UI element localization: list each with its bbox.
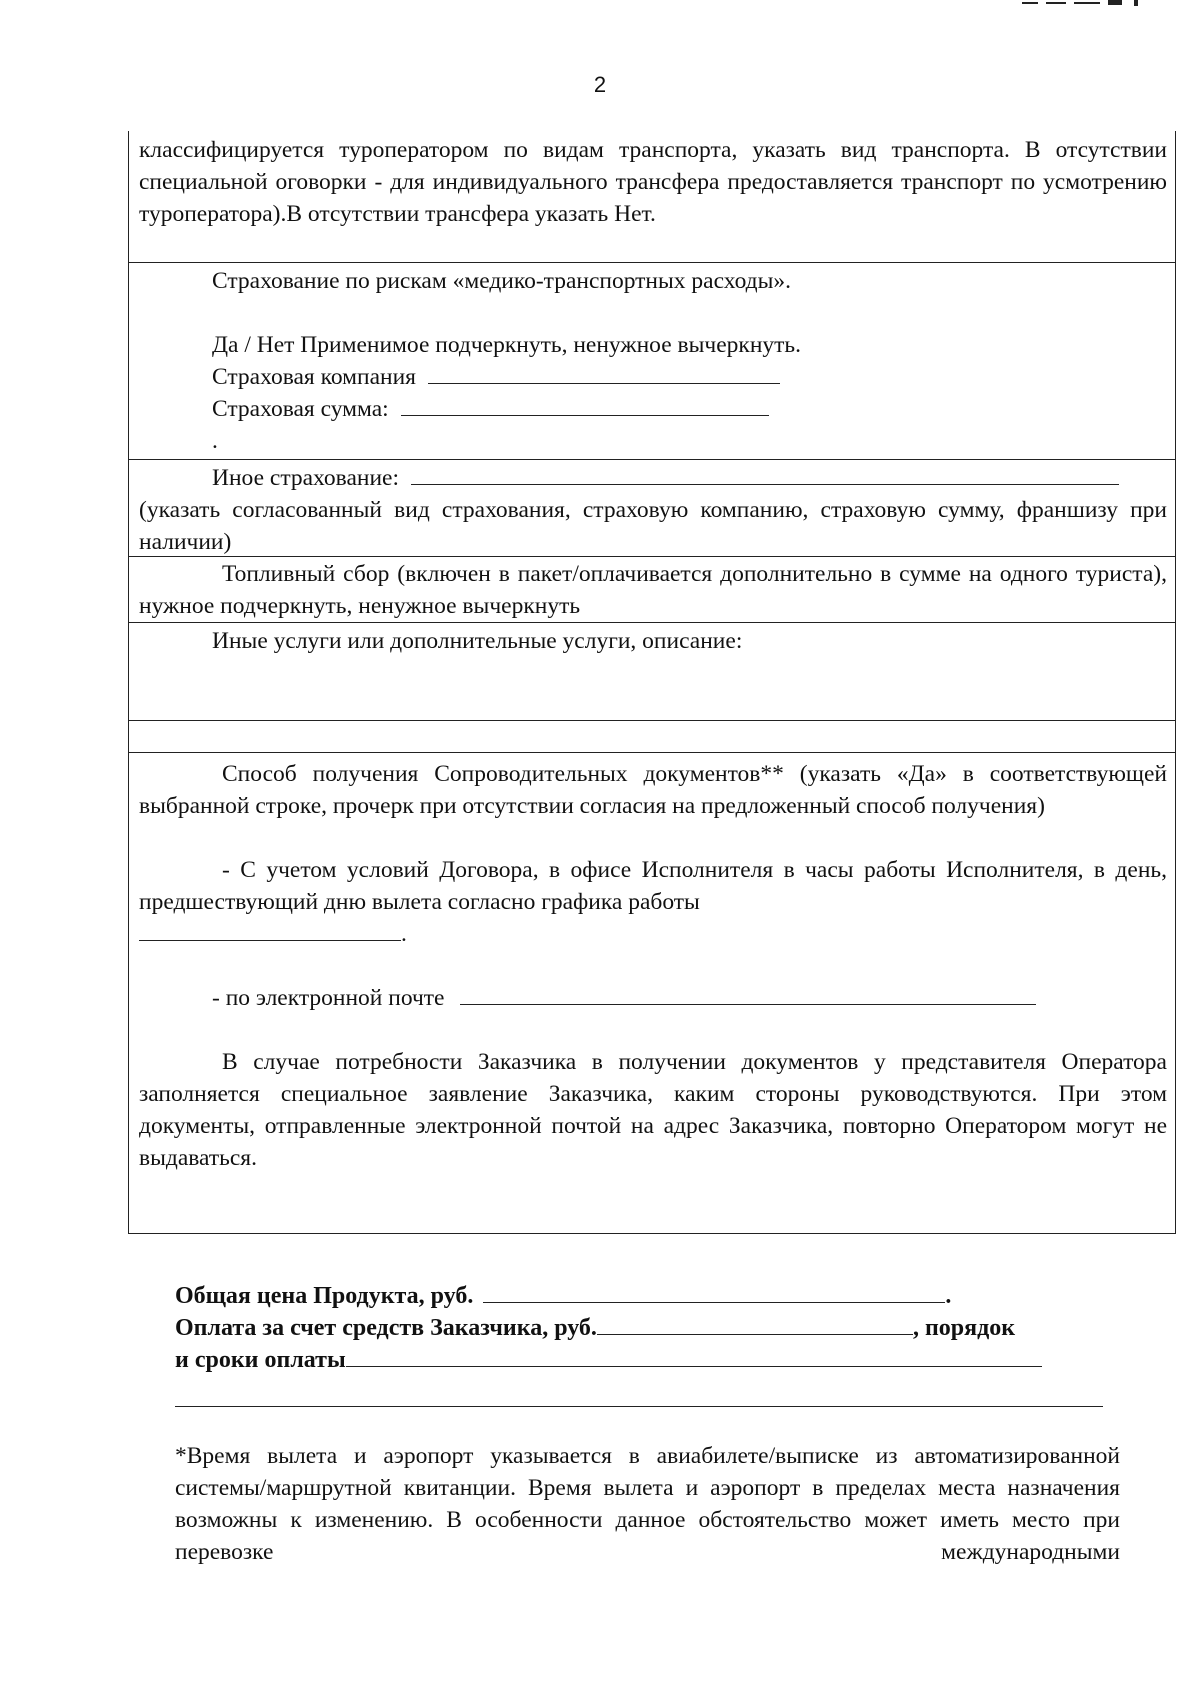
- service-details-table: [128, 131, 1176, 1234]
- insurance-company-label: Страховая компания: [212, 364, 416, 390]
- total-price-label: Общая цена Продукта, руб.: [175, 1283, 474, 1309]
- insurance-sum-label: Страховая сумма:: [212, 396, 389, 422]
- documents-representative-note: В случае потребности Заказчика в получении документов у представителя Оператора заполняется специальное заявление Заказчика, каким стороны руководствуются. При этом документы, отправленные электронной почтой на адрес Заказчика, повторно Оператором могут не выдаваться.: [139, 1049, 1167, 1171]
- other-insurance-note: (указать согласованный вид страхования, страховую компанию, страховую сумму, франшизу при наличии): [139, 497, 1167, 555]
- payment-label: Оплата за счет средств Заказчика, руб.: [175, 1315, 597, 1341]
- insurance-sum-field[interactable]: [401, 393, 769, 416]
- fuel-cell: [129, 556, 1175, 622]
- payment-field[interactable]: [597, 1312, 913, 1335]
- documents-office-suffix: .: [401, 921, 407, 947]
- other-insurance-label: Иное страхование:: [212, 465, 399, 491]
- total-price-field[interactable]: [483, 1280, 945, 1303]
- other-services-label: Иные услуги или дополнительные услуги, описание:: [212, 628, 743, 654]
- payment-summary: [175, 1280, 1120, 1407]
- documents-office-field[interactable]: [139, 918, 401, 941]
- insurance-choice: Да / Нет Применимое подчеркнуть, ненужное вычеркнуть.: [212, 332, 802, 358]
- other-services-cell: [129, 622, 1175, 720]
- insurance-cell: [129, 262, 1175, 459]
- other-insurance-field[interactable]: [411, 462, 1119, 485]
- documents-intro: Способ получения Сопроводительных документов** (указать «Да» в соответствующей выбранной строке, прочерк при отсутствии согласия на предложенный способ получения): [139, 761, 1167, 819]
- documents-email-field[interactable]: [460, 982, 1036, 1005]
- payment-terms-field[interactable]: [346, 1344, 1042, 1367]
- transfer-cell: [129, 131, 1175, 262]
- payment-terms-continuation-line: [175, 1376, 1103, 1407]
- other-insurance-cell: [129, 459, 1175, 556]
- transfer-text: классифицируется туроператором по видам транспорта, указать вид транспорта. В отсутствии специальной оговорки - для индивидуального трансфера предоставляется транспорт по усмотрению туроператора).В отсутствии трансфера указать Нет.: [139, 137, 1167, 227]
- insurance-trailing-dot: .: [212, 428, 218, 454]
- footnote: [175, 1440, 1120, 1568]
- documents-office-option: - С учетом условий Договора, в офисе Исполнителя в часы работы Исполнителя, в день, предшествующий дню вылета согласно графика работы: [139, 857, 1167, 915]
- payment-suffix: , порядок: [912, 1315, 1016, 1341]
- page-number: 2: [593, 72, 607, 97]
- documents-email-option: - по электронной почте: [212, 985, 445, 1011]
- insurance-title: Страхование по рискам «медико-транспортных расходы».: [212, 268, 792, 294]
- fuel-text: Топливный сбор (включен в пакет/оплачивается дополнительно в сумме на одного туриста), нужное подчеркнуть, ненужное вычеркнуть: [139, 561, 1167, 619]
- documents-cell: [129, 752, 1175, 1233]
- insurance-company-field[interactable]: [428, 361, 780, 384]
- footnote-text: *Время вылета и аэропорт указывается в авиабилете/выписке из автоматизированной системы/маршрутной квитанции. Время вылета и аэропорт в пределах места назначения возможны к изменению. В особенности данное обстоятельство может иметь место при перевозке международными: [175, 1443, 1120, 1565]
- empty-row: [129, 720, 1175, 752]
- scan-edge-mark: [1012, 0, 1182, 6]
- total-price-suffix: .: [945, 1283, 952, 1309]
- payment-terms-label: и сроки оплаты: [175, 1347, 346, 1373]
